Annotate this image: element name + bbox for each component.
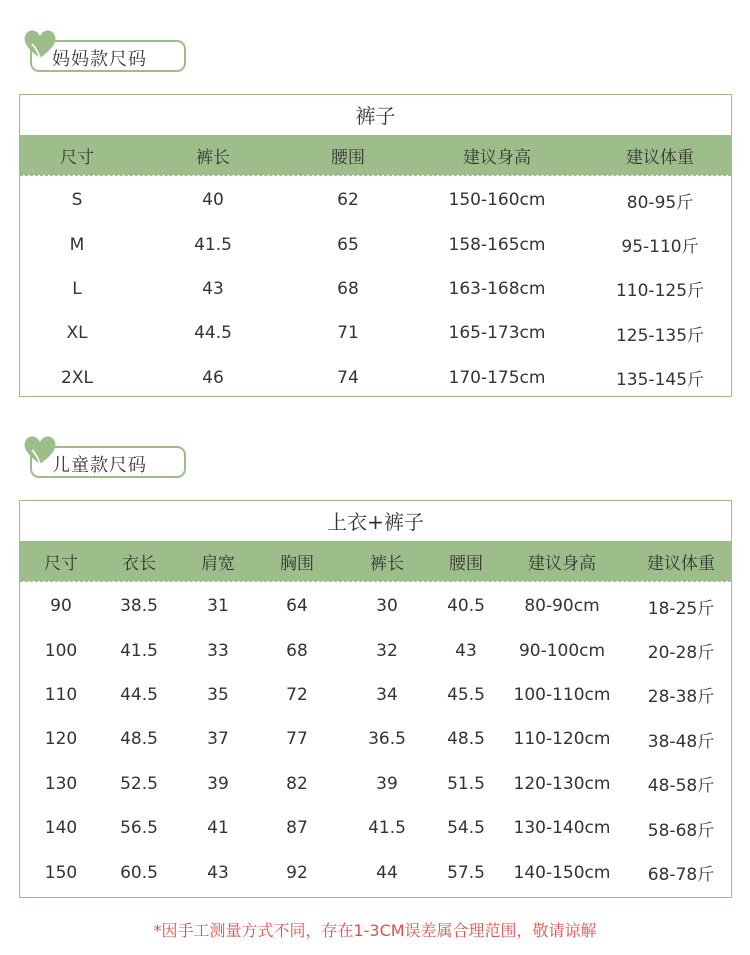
table-cell: 65	[337, 234, 359, 255]
table-row	[20, 717, 731, 761]
table-cell: 68	[286, 640, 308, 661]
table-row	[20, 584, 731, 628]
table-row	[20, 850, 731, 894]
header-cell: 建议体重	[647, 553, 715, 574]
mom-size-table	[19, 94, 732, 397]
table-cell: 44	[376, 862, 398, 883]
table-cell: 41.5	[368, 818, 406, 839]
table-cell: 74	[337, 367, 359, 388]
table-cell: 18-25斤	[647, 598, 715, 619]
table-cell: 51.5	[447, 773, 485, 794]
table-cell: L	[72, 278, 82, 299]
table-cell: 77	[286, 729, 308, 750]
table-row	[20, 762, 731, 806]
table-cell: 92	[286, 862, 308, 883]
table-cell: 46	[202, 367, 224, 388]
table-cell: 52.5	[120, 773, 158, 794]
table-cell: 68	[337, 278, 359, 299]
table-cell: 140-150cm	[513, 862, 611, 883]
table-cell: 150-160cm	[448, 190, 546, 211]
table-cell: 68-78斤	[647, 865, 715, 886]
table-cell: 38-48斤	[647, 731, 715, 752]
header-cell: 尺寸	[60, 147, 94, 168]
table-cell: 31	[207, 596, 229, 617]
header-cell: 衣长	[122, 553, 156, 574]
table-cell: 44.5	[194, 323, 232, 344]
table-cell: 36.5	[368, 729, 406, 750]
kid-section-label	[18, 440, 178, 484]
table-cell: 43	[202, 278, 224, 299]
table-cell: 43	[207, 862, 229, 883]
header-cell: 腰围	[331, 147, 365, 168]
table-cell: 41	[207, 818, 229, 839]
table-cell: 130-140cm	[513, 818, 611, 839]
table-cell: 135-145斤	[615, 370, 705, 391]
table-cell: 40	[202, 190, 224, 211]
header-cell: 胸围	[280, 553, 314, 574]
table-cell: 163-168cm	[448, 278, 546, 299]
table-cell: 35	[207, 684, 229, 705]
section-title: 儿童款尺码	[52, 455, 147, 476]
table-cell: 90	[50, 596, 72, 617]
table-cell: 87	[286, 818, 308, 839]
table-cell: 170-175cm	[448, 367, 546, 388]
table-cell: 38.5	[120, 596, 158, 617]
header-cell: 建议身高	[528, 553, 596, 574]
table-cell: XL	[66, 323, 88, 344]
table-row	[20, 267, 731, 311]
header-cell: 裤长	[370, 553, 404, 574]
table-header-row	[20, 541, 731, 581]
table-cell: 158-165cm	[448, 234, 546, 255]
header-cell: 肩宽	[201, 553, 235, 574]
table-cell: 48.5	[447, 729, 485, 750]
table-row	[20, 628, 731, 672]
table-cell: 90-100cm	[518, 640, 606, 661]
table-cell: 62	[337, 190, 359, 211]
table-row	[20, 356, 731, 400]
table-cell: 40.5	[447, 596, 485, 617]
table-cell: 110-125斤	[615, 281, 705, 302]
table-cell: 60.5	[120, 862, 158, 883]
table-cell: 80-95斤	[626, 192, 694, 213]
header-cell: 腰围	[449, 553, 483, 574]
table-cell: 45.5	[447, 684, 485, 705]
table-row	[20, 311, 731, 355]
table-cell: 64	[286, 596, 308, 617]
table-cell: 37	[207, 729, 229, 750]
table-caption: 上衣+裤子	[20, 501, 731, 541]
table-cell: 165-173cm	[448, 323, 546, 344]
table-cell: 57.5	[447, 862, 485, 883]
table-row	[20, 222, 731, 266]
table-cell: 41.5	[194, 234, 232, 255]
table-row	[20, 806, 731, 850]
table-cell: 56.5	[120, 818, 158, 839]
header-cell: 建议体重	[626, 147, 694, 168]
table-cell: 54.5	[447, 818, 485, 839]
table-cell: 120	[44, 729, 78, 750]
table-cell: 39	[376, 773, 398, 794]
header-cell: 裤长	[196, 147, 230, 168]
mom-section-label	[18, 34, 178, 78]
table-header-row	[20, 135, 731, 175]
table-cell: 48.5	[120, 729, 158, 750]
table-cell: 130	[44, 773, 78, 794]
table-cell: 41.5	[120, 640, 158, 661]
table-cell: 140	[44, 818, 78, 839]
table-cell: 72	[286, 684, 308, 705]
table-row	[20, 673, 731, 717]
table-cell: 82	[286, 773, 308, 794]
table-cell: 110	[44, 684, 78, 705]
table-cell: 30	[376, 596, 398, 617]
table-cell: M	[69, 234, 85, 255]
table-body	[20, 175, 731, 400]
table-cell: 71	[337, 323, 359, 344]
table-body	[20, 581, 731, 895]
table-cell: 32	[376, 640, 398, 661]
table-caption: 裤子	[20, 95, 731, 135]
table-cell: 28-38斤	[647, 687, 715, 708]
header-cell: 尺寸	[44, 553, 78, 574]
table-cell: 44.5	[120, 684, 158, 705]
measurement-note: *因手工测量方式不同，存在1-3CM误差属合理范围，敬请谅解	[153, 921, 597, 940]
section-title: 妈妈款尺码	[52, 49, 147, 70]
table-cell: 120-130cm	[513, 773, 611, 794]
table-cell: 150	[44, 862, 78, 883]
header-cell: 建议身高	[463, 147, 531, 168]
table-cell: S	[71, 190, 83, 211]
table-cell: 100	[44, 640, 78, 661]
table-cell: 80-90cm	[524, 596, 600, 617]
table-cell: 34	[376, 684, 398, 705]
table-cell: 95-110斤	[621, 237, 699, 258]
table-cell: 20-28斤	[647, 643, 715, 664]
table-cell: 43	[455, 640, 477, 661]
table-cell: 58-68斤	[647, 820, 715, 841]
table-row	[20, 178, 731, 222]
table-cell: 2XL	[61, 367, 93, 388]
table-cell: 100-110cm	[513, 684, 611, 705]
table-cell: 110-120cm	[513, 729, 611, 750]
table-cell: 125-135斤	[615, 325, 705, 346]
table-cell: 33	[207, 640, 229, 661]
table-cell: 48-58斤	[647, 776, 715, 797]
kid-size-table	[19, 500, 732, 898]
table-cell: 39	[207, 773, 229, 794]
